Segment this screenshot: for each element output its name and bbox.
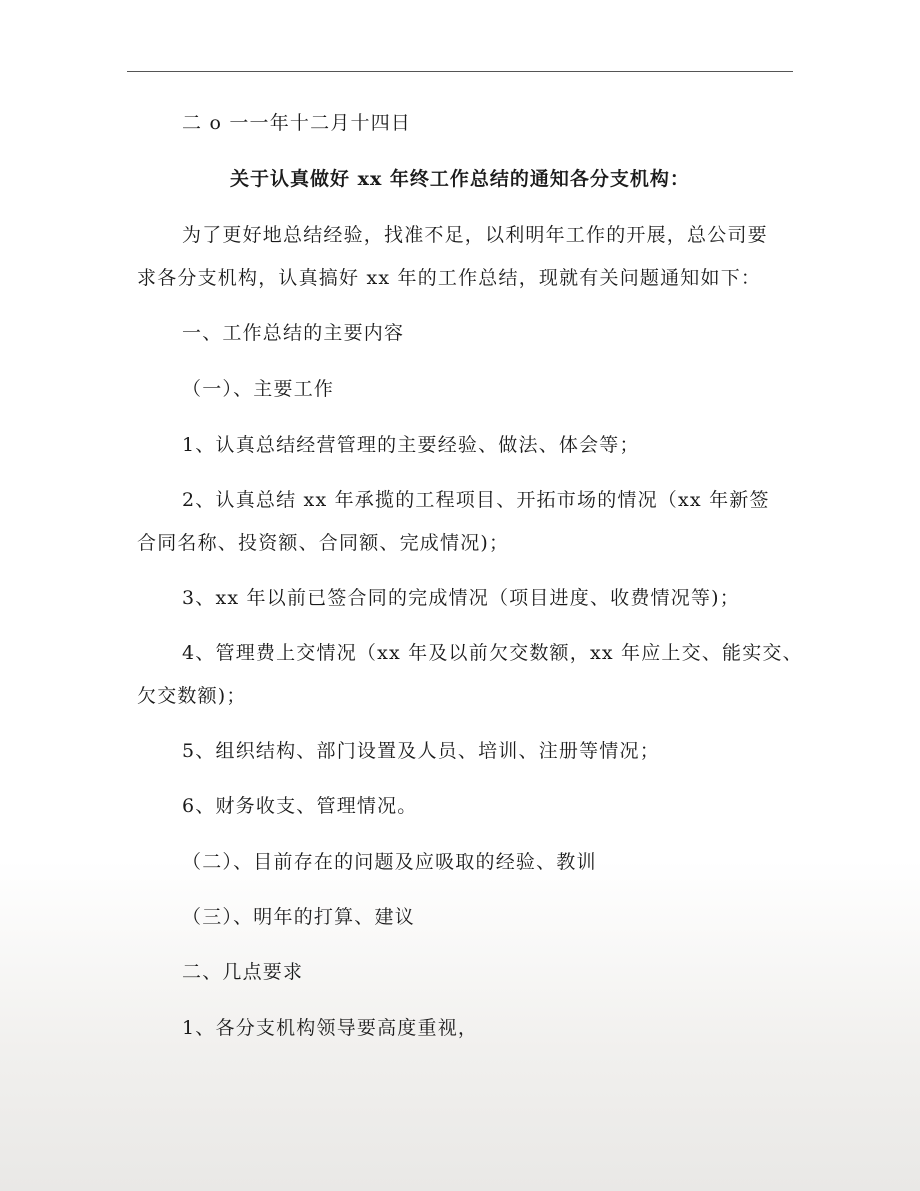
section1-heading: 一、工作总结的主要内容 bbox=[182, 322, 405, 344]
subsection1-heading: （一）、主要工作 bbox=[182, 378, 335, 400]
intro-paragraph-line-1: 为了更好地总结经验，找准不足，以利明年工作的开展，总公司要 bbox=[182, 224, 768, 246]
list-item-4-line-2: 欠交数额)； bbox=[137, 685, 247, 707]
list-item-4-line-1: 4、管理费上交情况（xx 年及以前欠交数额，xx 年应上交、能实交、 bbox=[182, 642, 803, 664]
section2-heading: 二、几点要求 bbox=[182, 961, 304, 983]
requirement-item-1: 1、各分支机构领导要高度重视， bbox=[182, 1017, 479, 1039]
subsection2-heading: （二）、目前存在的问题及应吸取的经验、教训 bbox=[182, 851, 597, 873]
document-date: 二 o 一一年十二月十四日 bbox=[182, 112, 412, 134]
list-item-6: 6、财务收支、管理情况。 bbox=[182, 795, 418, 817]
header-rule bbox=[127, 71, 793, 72]
list-item-1: 1、认真总结经营管理的主要经验、做法、体会等； bbox=[182, 434, 640, 456]
list-item-2-line-1: 2、认真总结 xx 年承揽的工程项目、开拓市场的情况（xx 年新签 bbox=[182, 489, 770, 511]
document-title: 关于认真做好 xx 年终工作总结的通知各分支机构： bbox=[230, 168, 690, 190]
intro-paragraph-line-2: 求各分支机构，认真搞好 xx 年的工作总结，现就有关问题通知如下： bbox=[137, 267, 762, 289]
list-item-5: 5、组织结构、部门设置及人员、培训、注册等情况； bbox=[182, 740, 660, 762]
list-item-2-line-2: 合同名称、投资额、合同额、完成情况)； bbox=[137, 532, 510, 554]
list-item-3: 3、xx 年以前已签合同的完成情况（项目进度、收费情况等)； bbox=[182, 587, 740, 609]
subsection3-heading: （三）、明年的打算、建议 bbox=[182, 906, 415, 928]
